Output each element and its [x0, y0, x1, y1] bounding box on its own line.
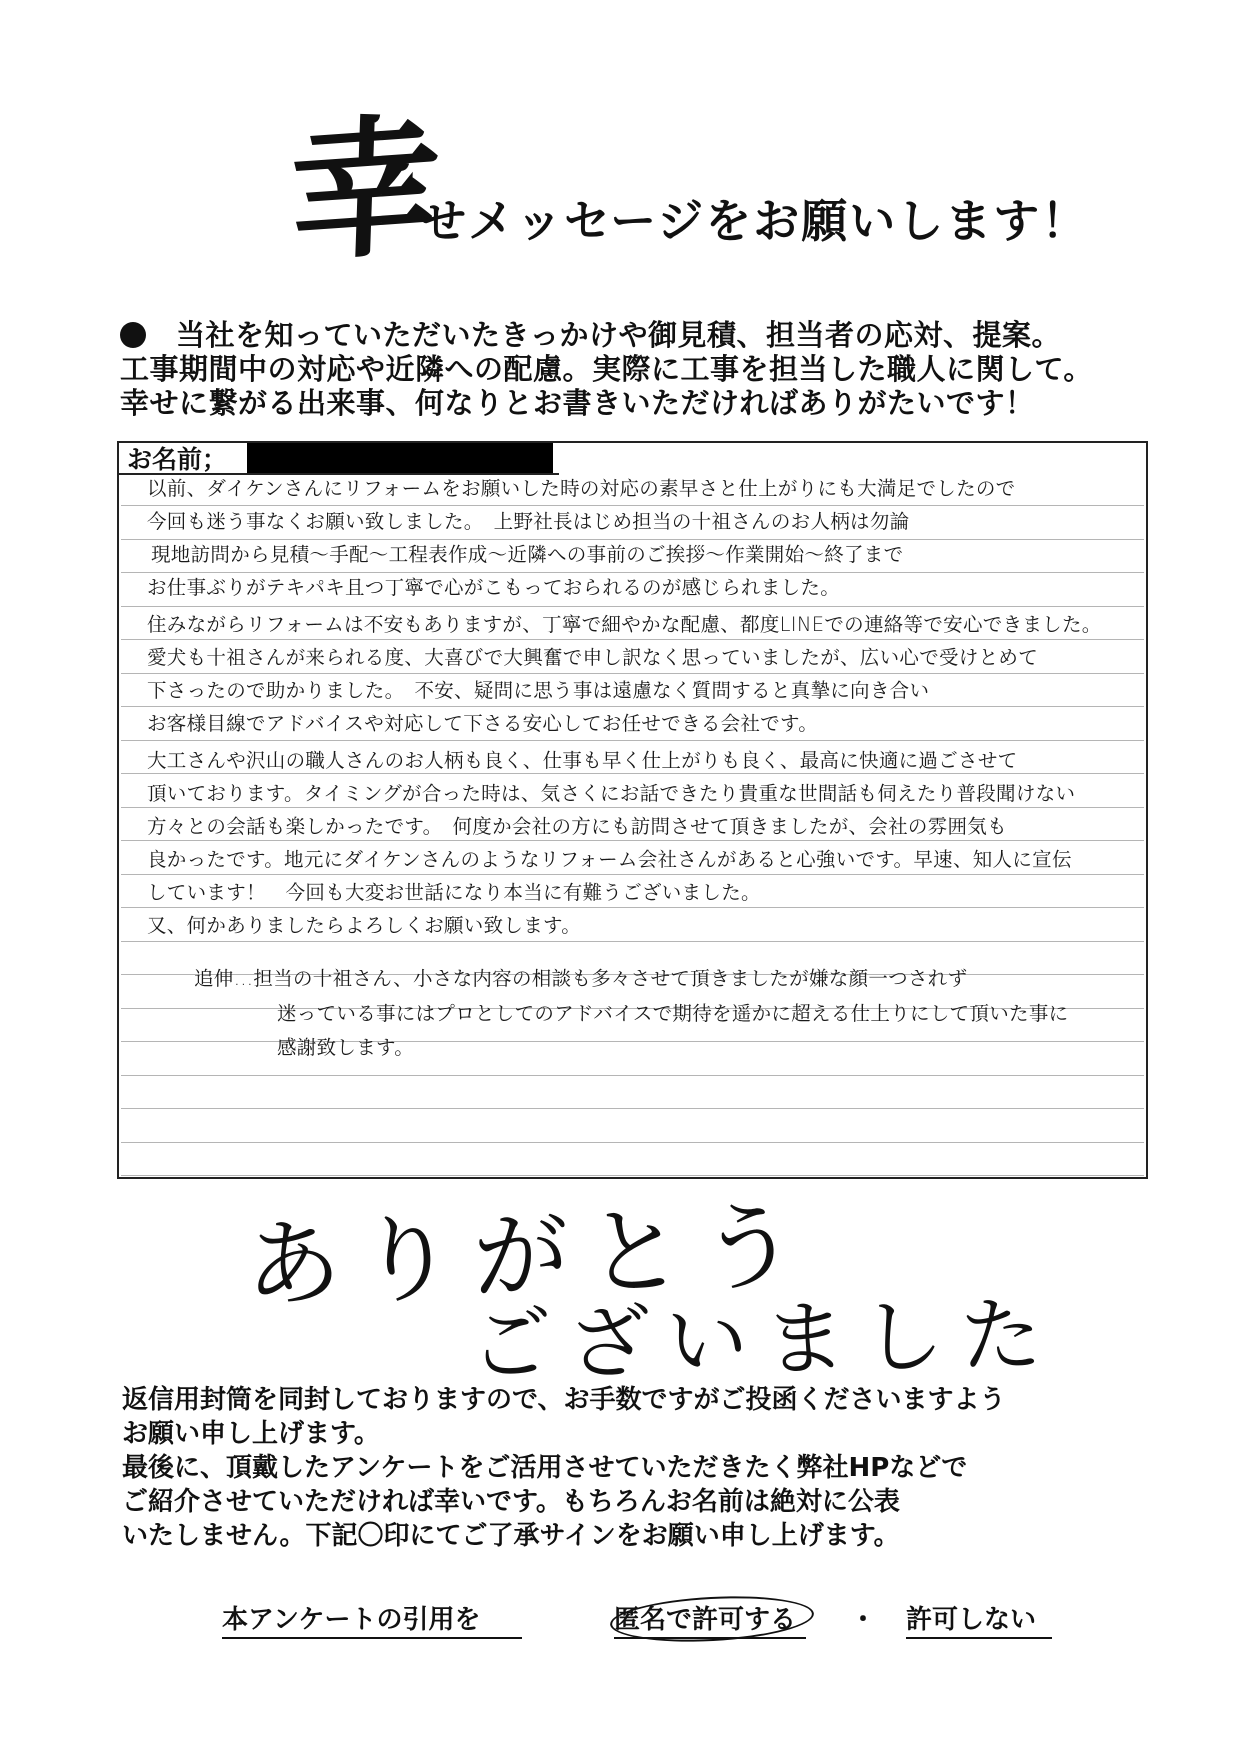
- name-redaction-bar: [247, 443, 553, 473]
- consent-option-anonymous-underline: [614, 1637, 806, 1639]
- closing-line: 最後に、頂戴したアンケートをご活用させていただきたく弊社HPなどで: [122, 1453, 968, 1483]
- handwritten-line: 現地訪問から見積～手配～工程表作成～近隣への事前のご挨拶～作業開始～終了まで: [151, 543, 904, 566]
- handwritten-line: お仕事ぶりがテキパキ且つ丁寧で心がこもっておられるのが感じられました。: [147, 576, 841, 599]
- ruled-line: [121, 941, 1144, 942]
- handwritten-line: 大工さんや沢山の職人さんのお人柄も良く、仕事も早く仕上がりも良く、最高に快適に過ごさせて: [147, 749, 1018, 772]
- consent-separator: ・: [850, 1605, 877, 1635]
- ruled-line: [121, 606, 1144, 607]
- handwritten-line: 住みながらリフォームは不安もありますが、丁寧で細やかな配慮、都度LINEでの連絡等で安心できました。: [147, 613, 1102, 636]
- intro-line-1-text: 当社を知っていただいたきっかけや御見積、担当者の応対、提案。: [176, 318, 1062, 352]
- consent-option-deny-underline: [906, 1637, 1052, 1639]
- intro-line-3: 幸せに繋がる出来事、何なりとお書きいただければありがたいです！: [120, 386, 1035, 420]
- message-form-box: [117, 441, 1148, 1179]
- closing-text: [122, 1383, 1152, 1553]
- ruled-line: [121, 1142, 1144, 1143]
- name-label: お名前；: [127, 445, 228, 474]
- intro-line-2: 工事期間中の対応や近隣への配慮。実際に工事を担当した職人に関して。: [120, 352, 1093, 386]
- ruled-line: [121, 1108, 1144, 1109]
- consent-label-underline: [222, 1637, 522, 1639]
- closing-line: いたしません。下記〇印にてご了承サインをお願い申し上げます。: [122, 1521, 900, 1551]
- handwritten-line: 今回も迷う事なくお願い致しました。 上野社長はじめ担当の十祖さんのお人柄は勿論: [147, 510, 910, 533]
- ruled-line: [121, 673, 1144, 674]
- thanks-line-1: ありがとう: [243, 1190, 817, 1322]
- intro-text: [120, 318, 1140, 420]
- handwritten-postscript-line: 迷っている事にはプロとしてのアドバイスで期待を遥かに超える仕上りにして頂いた事に: [277, 1002, 1069, 1025]
- handwritten-line: 良かったです。地元にダイケンさんのようなリフォーム会社さんがあると心強いです。早速、知人に宣伝: [147, 848, 1072, 871]
- handwritten-line: お客様目線でアドバイスや対応して下さる安心してお任せできる会社です。: [147, 712, 819, 735]
- title-brush-kanji: 幸: [287, 96, 443, 284]
- handwritten-line: 又、何かありましたらよろしくお願い致します。: [147, 914, 582, 937]
- consent-label: 本アンケートの引用を: [222, 1605, 481, 1635]
- thanks-line-2: ございました: [469, 1287, 1059, 1394]
- consent-row: [222, 1595, 1062, 1655]
- name-row: [119, 443, 1146, 478]
- ruled-line: [121, 1041, 1144, 1042]
- intro-line-1: [120, 318, 1140, 352]
- handwritten-postscript-line: 感謝致します。: [277, 1036, 415, 1059]
- handwritten-line: 頂いております。タイミングが合った時は、気さくにお話できたり貴重な世間話も伺えたり普段聞けない: [147, 782, 1076, 805]
- ruled-line: [121, 1175, 1144, 1176]
- handwritten-line: 下さったので助かりました。 不安、疑問に思う事は遠慮なく質問すると真摯に向き合い: [147, 679, 930, 702]
- handwritten-line: 愛犬も十祖さんが来られる度、大喜びで大興奮で申し訳なく思っていましたが、広い心で受けとめて: [147, 646, 1038, 669]
- handwritten-postscript-line: 追伸…担当の十祖さん、小さな内容の相談も多々させて頂きましたが嫌な顔一つされず: [194, 967, 968, 990]
- handwritten-line: しています！ 今回も大変お世話になり本当に有難うございました。: [147, 881, 761, 904]
- handwritten-line: 方々との会話も楽しかったです。 何度か会社の方にも訪問させて頂きましたが、会社の雰囲気も: [147, 815, 1007, 838]
- ruled-line: [121, 505, 1144, 506]
- consent-option-anonymous[interactable]: 匿名で許可する: [614, 1605, 797, 1635]
- consent-option-deny[interactable]: 許可しない: [906, 1605, 1037, 1635]
- ruled-line: [121, 740, 1144, 741]
- closing-line: ご紹介させていただければ幸いです。もちろんお名前は絶対に公表: [122, 1487, 900, 1517]
- closing-line: お願い申し上げます。: [122, 1419, 380, 1449]
- bullet-icon: [120, 322, 146, 348]
- closing-line: 返信用封筒を同封しておりますので、お手数ですがご投函くださいますよう: [122, 1385, 1006, 1415]
- ruled-line: [121, 1075, 1144, 1076]
- handwritten-line: 以前、ダイケンさんにリフォームをお願いした時の対応の素早さと仕上がりにも大満足でしたので: [147, 477, 1016, 500]
- ruled-line: [121, 706, 1144, 707]
- page-title: せメッセージをお願いします！: [420, 194, 1090, 248]
